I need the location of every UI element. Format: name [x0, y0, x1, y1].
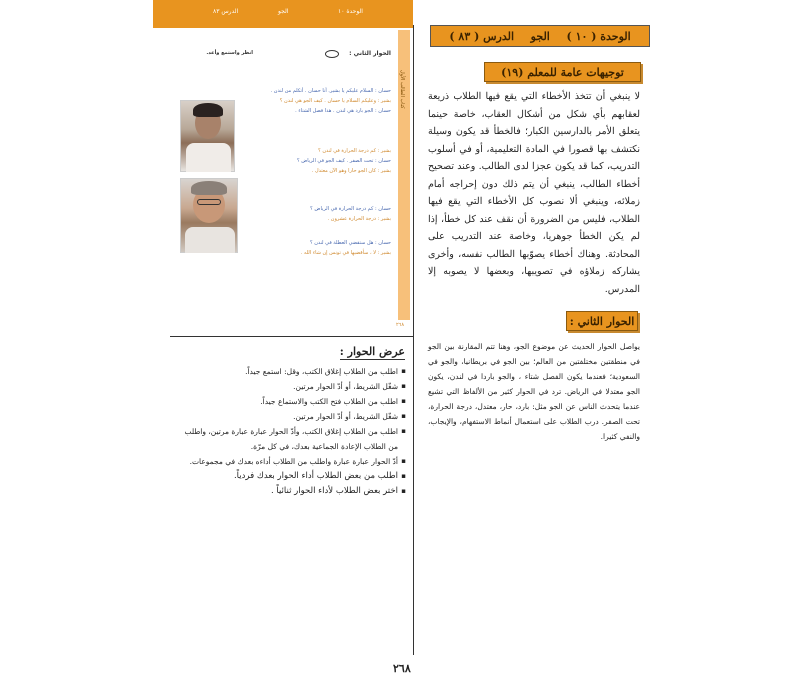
general-note-text: لا ينبغي أن تتخذ الأخطاء التي يقع فيها الطلاب ذريعة لعقابهم بأي شكل من أشكال العقاب، خاصة حينما يتعلق الأمر بالدارسين الكبار؛ فالخطأ قد يكون وسيلة نكتشف بها قصورا في المادة التعليمية، أو في أسلوب التدريب، كما قد يكون عجزا لدى الطالب. وعند تصحيح أخطاء الطالب، ينبغي أن يتم ذلك دون إحراجه أمام زملائه، وينبغي ألا نصوب كل الأخطاء التي يقع فيها الطلاب، فليس من الضرورة أن نقف عند كل خطأ، إذا لم يكن الخطأ جوهريا، وخاصة عند التدريب على المحادثة. وهناك أخطاء يصوّبها الطالب نفسه، وأخرى يشاركه زملاؤه في تصويبها، وبعضها لا يصوبه إلا المدرس.	[428, 91, 640, 295]
book-line: حسان : كم درجة الحرارة في الرياض ؟	[310, 206, 391, 212]
presentation-heading: عرض الحوار :	[339, 345, 405, 358]
general-note-heading: توجيهات عامة للمعلم (١٩)	[484, 62, 641, 82]
eye-icon	[325, 50, 339, 58]
book-line: بشير : درجة الحرارة عشرون .	[327, 216, 391, 222]
book-line: حسان : السلام عليكم يا بشير. أنا حسان . أتكلم من لندن .	[270, 88, 391, 94]
dialog2-text: يواصل الحوار الحديث عن موضوع الجو، وهنا تتم المقارنة بين الجو في منطقتين مختلفتين من العالم؛ بين الجو في بريطانيا، والجو في السعودية؛ فعندما يكون الفصل شتاء ، والجو باردا في لندن، يكون الجو معتدلا في الرياض. ترد في الحوار كثير من الألفاظ التي تشيع عندما يتحدث الناس عن الجو مثل: بارد، حار، معتدل، درجة الحرارة، تحت الصفر. درب الطلاب على استعمال أنماط الاستفهام، والإيجاب، والنفي كثيرا.	[428, 342, 640, 441]
list-item: ▪ اختر بعض الطلاب لأداء الحوار ثنائياً .	[182, 484, 406, 499]
book-line: حسان : هل ستقضي العطلة في لندن ؟	[309, 240, 391, 246]
list-item: ▪ اطلب من الطلاب إغلاق الكتب، وقل: استمع جيداً.	[182, 364, 406, 379]
book-header-unit: الوحدة ١٠	[338, 8, 363, 15]
lesson-label: الدرس ( ٨٣ )	[449, 29, 515, 43]
list-item: ▪ أدّ الحوار عبارة عبارة واطلب من الطلاب أداءه بعدك في مجموعات.	[182, 454, 406, 469]
presentation-steps-list	[182, 364, 406, 499]
book-line: بشير : وعليكم السلام يا حسان . كيف الجو هي لندن ؟	[279, 98, 391, 104]
unit-label: الوحدة ( ١٠ )	[566, 29, 631, 43]
section-divider	[170, 336, 413, 337]
book-line: بشير : لا ، سأقضيها في تونس إن شاء الله .	[300, 250, 391, 256]
book-header-lesson: الدرس ٨٣	[213, 8, 239, 15]
book-line: حسان : الجو بارد هي لندن . هذا فصل الشتاء .	[295, 108, 391, 114]
book-dialog-heading	[349, 50, 391, 57]
young-man-phone-photo	[180, 100, 235, 172]
book-line: بشير : كم درجة الحرارة في لندن ؟	[318, 148, 391, 154]
list-item: ▪ شغّل الشريط، أو أدّ الحوار مرتين.	[182, 379, 406, 394]
list-item: ▪ اطلب من الطلاب فتح الكتب والاستماع جيداً.	[182, 394, 406, 409]
book-line: حسان : تحت الصفر . كيف الجو في الرياض ؟	[296, 158, 391, 164]
column-divider	[413, 25, 414, 655]
list-item: ▪ اطلب من الطلاب إغلاق الكتب، وأدّ الحوار عبارة عبارة مرتين، واطلب من الطلاب الإعادة الجماعية بعدك، في كل مرّة.	[182, 424, 406, 454]
book-side-label: كتاب الطالب الأول	[399, 70, 405, 109]
book-page-number: ٢٦٨	[396, 322, 405, 328]
list-item: ▪ اطلب من بعض الطلاب أداء الحوار بعدك فردياً.	[182, 469, 406, 484]
book-header-bar	[153, 0, 413, 28]
book-header-topic: الجو	[278, 8, 289, 15]
book-line: بشير : كان الجو حارا وهو الآن معتدل .	[311, 168, 391, 174]
unit-header-bar	[430, 25, 650, 47]
book-listen-instruction: انظر واستمع وأعد.	[206, 50, 253, 56]
dialog2-heading: الحوار الثاني :	[566, 311, 638, 331]
topic-label: الجو	[530, 29, 550, 43]
list-item: ▪ شغّل الشريط، أو أدّ الحوار مرتين.	[182, 409, 406, 424]
older-man-phone-photo	[180, 178, 238, 253]
page-number: ٢٦٨	[393, 662, 411, 675]
book-side-strip	[398, 30, 410, 320]
book-dialog-title: الحوار الثاني :	[349, 50, 391, 57]
